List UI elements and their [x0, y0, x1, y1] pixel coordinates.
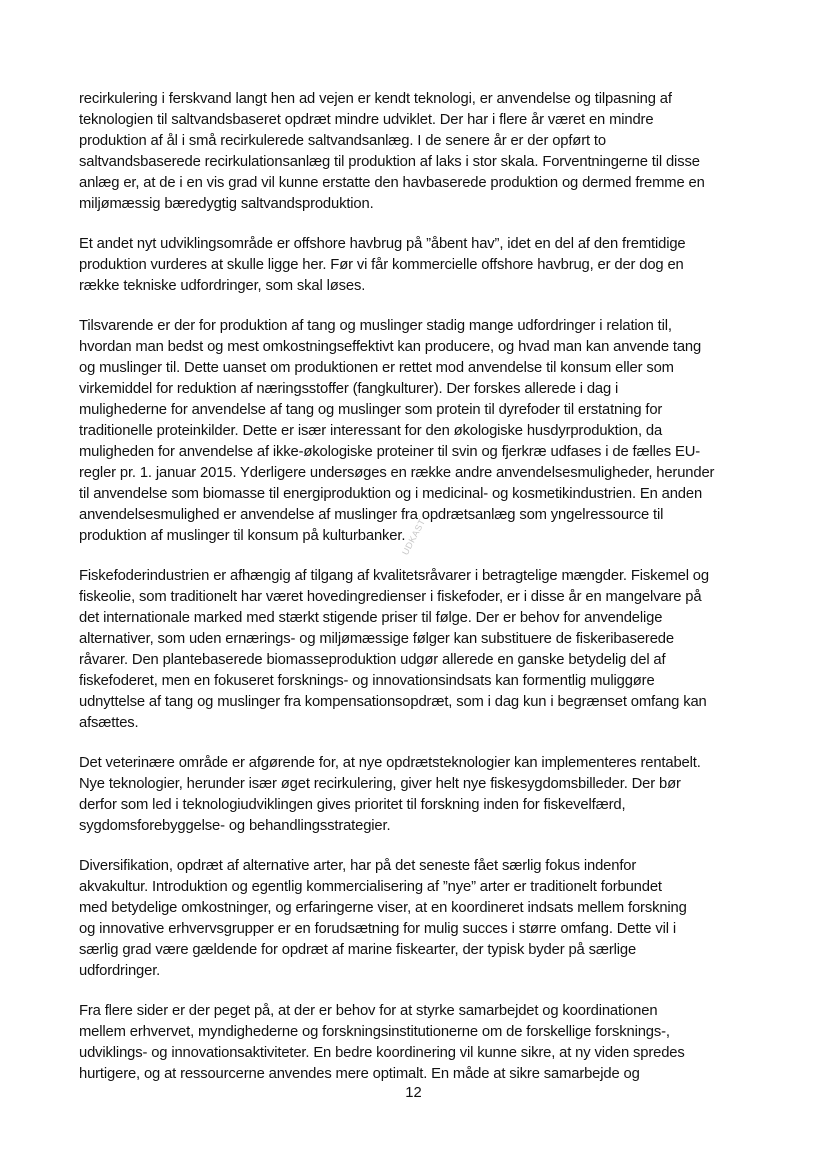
text-line: sygdomsforebyggelse- og behandlingsstrategier.: [79, 818, 391, 834]
paragraph: [79, 1001, 759, 1085]
text-line: Et andet nyt udviklingsområde er offshore havbrug på ”åbent hav”, idet en del af den fremtidige: [79, 236, 686, 252]
text-line: muligheden for anvendelse af ikke-økologiske proteiner til svin og fjerkræ udfases i de fælles EU-: [79, 444, 701, 460]
text-line: Tilsvarende er der for produktion af tang og muslinger stadig mange udfordringer i relation til,: [79, 318, 672, 334]
paragraph: [79, 566, 759, 734]
text-line: akvakultur. Introduktion og egentlig kommercialisering af ”nye” arter er traditionelt forbundet: [79, 879, 662, 895]
paragraph: [79, 234, 759, 297]
text-line: særlig grad være gældende for opdræt af marine fiskearter, der typisk byder på særlige: [79, 942, 637, 958]
text-line: virkemiddel for reduktion af næringsstoffer (fangkulturer). Der forskes allerede i dag i: [79, 381, 619, 397]
body-text: [79, 89, 759, 1104]
text-line: derfor som led i teknologiudviklingen gives prioritet til forskning inden for fiskevelfærd,: [79, 797, 626, 813]
text-line: det internationale marked med stærkt stigende priser til følge. Der er behov for anvendelige: [79, 610, 663, 626]
text-line: fiskefoderet, men en fokuseret forsknings- og innovationsindsats kan formentlig muliggøre: [79, 673, 655, 689]
text-line: fiskeolie, som traditionelt har været hovedingredienser i fiskefoder, er i disse år en mangelvare på: [79, 589, 702, 605]
text-line: udfordringer.: [79, 963, 161, 979]
text-line: og innovative erhvervsgrupper er en forudsætning for mulig succes i større omfang. Dette vil i: [79, 921, 676, 937]
text-line: med betydelige omkostninger, og erfaringerne viser, at en koordineret indsats mellem forskning: [79, 900, 687, 916]
text-line: Det veterinære område er afgørende for, at nye opdrætsteknologier kan implementeres rentabelt.: [79, 755, 701, 771]
text-line: udnyttelse af tang og muslinger fra kompensationsopdræt, som i dag kun i begrænset omfang kan: [79, 694, 707, 710]
text-line: miljømæssig bæredygtig saltvandsproduktion.: [79, 196, 374, 212]
text-line: anvendelsesmulighed er anvendelse af muslinger fra opdrætsanlæg som yngelressource til: [79, 507, 664, 523]
text-line: recirkulering i ferskvand langt hen ad vejen er kendt teknologi, er anvendelse og tilpasning af: [79, 91, 672, 107]
paragraph: [79, 856, 759, 982]
text-line: afsættes.: [79, 715, 139, 731]
text-line: række tekniske udfordringer, som skal løses.: [79, 278, 366, 294]
text-line: alternativer, som uden ernærings- og miljømæssige følger kan substituere de fiskeribaserede: [79, 631, 674, 647]
page-number: 12: [405, 1085, 422, 1101]
paragraph: [79, 316, 759, 547]
text-line: produktion vurderes at skulle ligge her. Før vi får kommercielle offshore havbrug, er der dog en: [79, 257, 684, 273]
text-line: råvarer. Den plantebaserede biomasseproduktion udgør allerede en ganske betydelig del af: [79, 652, 666, 668]
text-line: udviklings- og innovationsaktiviteter. En bedre koordinering vil kunne sikre, at ny viden spredes: [79, 1045, 685, 1061]
text-line: hurtigere, og at ressourcerne anvendes mere optimalt. En måde at sikre samarbejde og: [79, 1066, 640, 1082]
text-line: Fiskefoderindustrien er afhængig af tilgang af kvalitetsråvarer i betragtelige mængder. Fiskemel og: [79, 568, 709, 584]
text-line: traditionelle proteinkilder. Dette er især interessant for den økologiske husdyrproduktion, da: [79, 423, 663, 439]
text-line: Fra flere sider er der peget på, at der er behov for at styrke samarbejdet og koordinationen: [79, 1003, 658, 1019]
text-line: anlæg er, at de i en vis grad vil kunne erstatte den havbaserede produktion og dermed fremme en: [79, 175, 705, 191]
text-line: mulighederne for anvendelse af tang og muslinger som protein til dyrefoder til erstatning for: [79, 402, 663, 418]
text-line: produktion af ål i små recirkulerede saltvandsanlæg. I de senere år er der opført to: [79, 133, 606, 149]
text-line: regler pr. 1. januar 2015. Yderligere undersøges en række andre anvendelsesmuligheder, herunder: [79, 465, 715, 481]
text-line: Diversifikation, opdræt af alternative arter, har på det seneste fået særlig fokus indenfor: [79, 858, 637, 874]
paragraph: [79, 753, 759, 837]
paragraph: [79, 89, 759, 215]
text-line: hvordan man bedst og mest omkostningseffektivt kan producere, og hvad man kan anvende tang: [79, 339, 702, 355]
text-line: teknologien til saltvandsbaseret opdræt mindre udviklet. Der har i flere år været en mindre: [79, 112, 654, 128]
text-line: til anvendelse som biomasse til energiproduktion og i medicinal- og kosmetikindustrien. En anden: [79, 486, 703, 502]
text-line: saltvandsbaserede recirkulationsanlæg til produktion af laks i stor skala. Forventningerne til disse: [79, 154, 700, 170]
text-line: Nye teknologier, herunder især øget recirkulering, giver helt nye fiskesygdomsbilleder. Der bør: [79, 776, 681, 792]
text-line: mellem erhvervet, myndighederne og forskningsinstitutionerne om de forskellige forsknings-,: [79, 1024, 670, 1040]
text-line: og muslinger til. Dette uanset om produktionen er rettet mod anvendelse til konsum eller som: [79, 360, 674, 376]
text-line: produktion af muslinger til konsum på kulturbanker.: [79, 528, 406, 544]
watermark-stamp: UDKAST: [400, 517, 428, 557]
